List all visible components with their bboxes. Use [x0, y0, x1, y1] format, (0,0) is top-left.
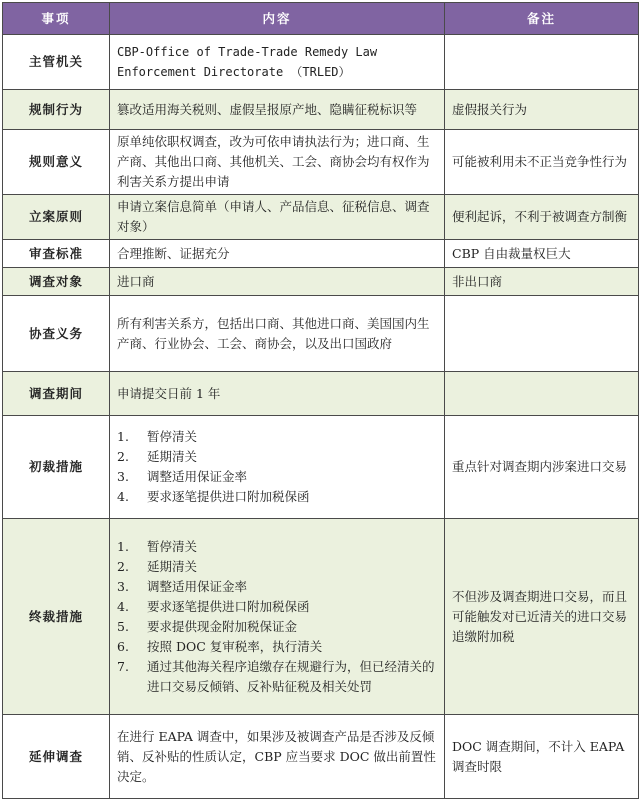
row-key: 立案原则	[3, 195, 110, 240]
table-row	[3, 268, 639, 296]
row-content: 进口商	[110, 268, 445, 296]
prelim-measures-list	[117, 427, 437, 507]
row-note: 可能被利用未不正当竞争性行为	[445, 130, 639, 195]
eapa-table	[2, 2, 639, 799]
row-note: 不但涉及调查期进口交易，而且可能触发对已近清关的进口交易追缴附加税	[445, 519, 639, 715]
row-content	[110, 416, 445, 519]
list-item: 1. 暂停清关	[117, 429, 198, 444]
row-key: 调查期间	[3, 372, 110, 416]
row-key: 初裁措施	[3, 416, 110, 519]
header-note: 备注	[445, 3, 639, 35]
row-note: 非出口商	[445, 268, 639, 296]
table-row	[3, 195, 639, 240]
row-key: 调查对象	[3, 268, 110, 296]
row-key: 规则意义	[3, 130, 110, 195]
row-content: CBP-Office of Trade-Trade Remedy Law Enforcement Directorate （TRLED）	[110, 35, 445, 90]
row-note: 重点针对调查期内涉案进口交易	[445, 416, 639, 519]
table-row	[3, 296, 639, 372]
table-row	[3, 519, 639, 715]
table-row	[3, 715, 639, 799]
header-content: 内容	[110, 3, 445, 35]
list-item: 2. 延期清关	[117, 558, 198, 574]
row-key: 规制行为	[3, 90, 110, 130]
header-item: 事项	[3, 3, 110, 35]
row-note: 虚假报关行为	[445, 90, 639, 130]
row-content: 所有利害关系方，包括出口商、其他进口商、美国国内生产商、行业协会、工会、商协会，以及出口国政府	[110, 296, 445, 372]
row-key: 终裁措施	[3, 519, 110, 715]
list-item: 4. 要求逐笔提供进口附加税保函	[117, 489, 310, 504]
row-key: 协查义务	[3, 296, 110, 372]
table-row	[3, 372, 639, 416]
list-item: 4. 要求逐笔提供进口附加税保函	[117, 598, 310, 614]
row-note	[445, 35, 639, 90]
row-key: 延伸调查	[3, 715, 110, 799]
list-item: 5. 要求提供现金附加税保证金	[117, 618, 298, 634]
row-content: 篡改适用海关税则、虚假呈报原产地、隐瞒征税标识等	[110, 90, 445, 130]
row-content: 在进行 EAPA 调查中，如果涉及被调查产品是否涉及反倾销、反补贴的性质认定，CBP 应当要求 DOC 做出前置性决定。	[110, 715, 445, 799]
list-item: 2. 延期清关	[117, 449, 198, 464]
row-content	[110, 519, 445, 715]
list-item: 3. 调整适用保证金率	[117, 578, 248, 594]
list-item: 1. 暂停清关	[117, 538, 198, 554]
row-content: 合理推断、证据充分	[110, 240, 445, 268]
table-row	[3, 90, 639, 130]
table-row	[3, 416, 639, 519]
table-row	[3, 130, 639, 195]
list-item: 6. 按照 DOC 复审税率，执行清关	[117, 638, 323, 654]
list-item: 3. 调整适用保证金率	[117, 469, 248, 484]
row-key: 主管机关	[3, 35, 110, 90]
table-row	[3, 240, 639, 268]
row-content: 申请提交日前 1 年	[110, 372, 445, 416]
table-row	[3, 35, 639, 90]
list-item: 7. 通过其他海关程序追缴存在规避行为，但已经清关的进口交易反倾销、反补贴征税及相关处罚	[117, 658, 435, 694]
row-note: DOC 调查期间，不计入 EAPA 调查时限	[445, 715, 639, 799]
final-measures-list	[117, 537, 437, 697]
row-content: 申请立案信息简单（申请人、产品信息、征税信息、调查对象）	[110, 195, 445, 240]
row-note: 便利起诉，不利于被调查方制衡	[445, 195, 639, 240]
row-content: 原单纯依职权调查，改为可依申请执法行为；进口商、生产商、其他出口商、其他机关、工会、商协会均有权作为利害关系方提出申请	[110, 130, 445, 195]
row-note: CBP 自由裁量权巨大	[445, 240, 639, 268]
header-row	[3, 3, 639, 35]
row-note	[445, 372, 639, 416]
row-note	[445, 296, 639, 372]
row-key: 审查标准	[3, 240, 110, 268]
